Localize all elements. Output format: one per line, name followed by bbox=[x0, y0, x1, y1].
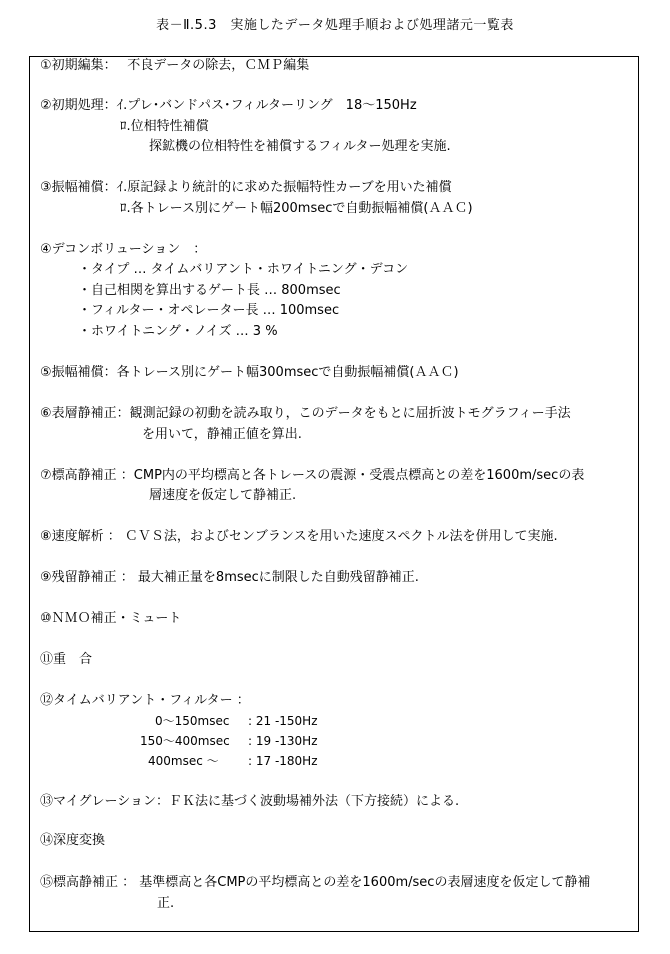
step-10-nmo-mute: ⑩ＮＭＯ補正・ミュート bbox=[40, 611, 182, 626]
step-2-sub-b-detail: 探鉱機の位相特性を補償するフィルター処理を実施. bbox=[149, 139, 451, 154]
filter-window: 150～400msec bbox=[140, 734, 230, 748]
step-2-initial-processing: ②初期処理：ｲ.プレ･バンドパス･フィルターリング 18～150Hz bbox=[40, 98, 417, 113]
step-6-continuation: を用いて，静補正値を算出. bbox=[142, 427, 302, 442]
filter-window: 400msec ～ bbox=[148, 754, 219, 768]
step-4-deconvolution: ④デコンボリューション ： bbox=[40, 242, 207, 257]
step-11-stack: ⑪重 合 bbox=[40, 652, 93, 667]
step-6-surface-static: ⑥表層静補正：観測記録の初動を読み取り，このデータをもとに屈折波トモグラフィー手法 bbox=[40, 406, 571, 421]
step-5-amplitude-compensation: ⑤振幅補償：各トレース別にゲート幅300msecで自動振幅補償(ＡＡＣ) bbox=[40, 365, 459, 380]
step-15-continuation: 正. bbox=[157, 896, 175, 911]
step-13-migration: ⑬マイグレーション：ＦＫ法に基づく波動場補外法（下方接続）による. bbox=[40, 794, 460, 809]
step-14-depth-conversion: ⑭深度変換 bbox=[40, 833, 106, 848]
step-1-initial-edit: ①初期編集： 不良データの除去，ＣＭＰ編集 bbox=[40, 58, 310, 73]
step-15-elevation-static: ⑮標高静補正 ： 基準標高と各CMPの平均標高との差を1600m/secの表層速度を仮定して静補 bbox=[40, 875, 591, 890]
step-4-gate-length: ・自己相関を算出するゲート長 … 800msec bbox=[78, 283, 341, 298]
step-4-operator-length: ・フィルター・オペレーター長 … 100msec bbox=[78, 303, 340, 318]
filter-band: : 17 -180Hz bbox=[248, 754, 318, 768]
step-4-white-noise: ・ホワイトニング・ノイズ … 3 % bbox=[78, 324, 278, 339]
filter-band: : 21 -150Hz bbox=[248, 714, 318, 728]
step-4-type: ・タイプ … タイムバリアント・ホワイトニング・デコン bbox=[78, 262, 409, 277]
step-3-amplitude-compensation: ③振幅補償：ｲ.原記録より統計的に求めた振幅特性カーブを用いた補償 bbox=[40, 180, 452, 195]
filter-band: : 19 -130Hz bbox=[248, 734, 318, 748]
step-9-residual-static: ⑨残留静補正 ： 最大補正量を8msecに制限した自動残留静補正. bbox=[40, 570, 419, 585]
step-2-sub-b: ﾛ.位相特性補償 bbox=[120, 119, 209, 134]
filter-window: 0～150msec bbox=[155, 714, 230, 728]
step-12-time-variant-filter: ⑫タイムバリアント・フィルター ： bbox=[40, 693, 250, 708]
step-3-sub-b: ﾛ.各トレース別にゲート幅200msecで自動振幅補償(ＡＡＣ) bbox=[120, 201, 473, 216]
step-8-velocity-analysis: ⑧速度解析 ： ＣＶＳ法，およびセンブランスを用いた速度スペクトル法を併用して実施. bbox=[40, 529, 558, 544]
step-7-elevation-static: ⑦標高静補正 ：CMP内の平均標高と各トレースの震源・受震点標高との差を1600m/secの表 bbox=[40, 468, 585, 483]
step-7-continuation: 層速度を仮定して静補正. bbox=[149, 488, 297, 503]
table-title: 表－Ⅱ.5.3 実施したデータ処理手順および処理諸元一覧表 bbox=[156, 18, 514, 33]
